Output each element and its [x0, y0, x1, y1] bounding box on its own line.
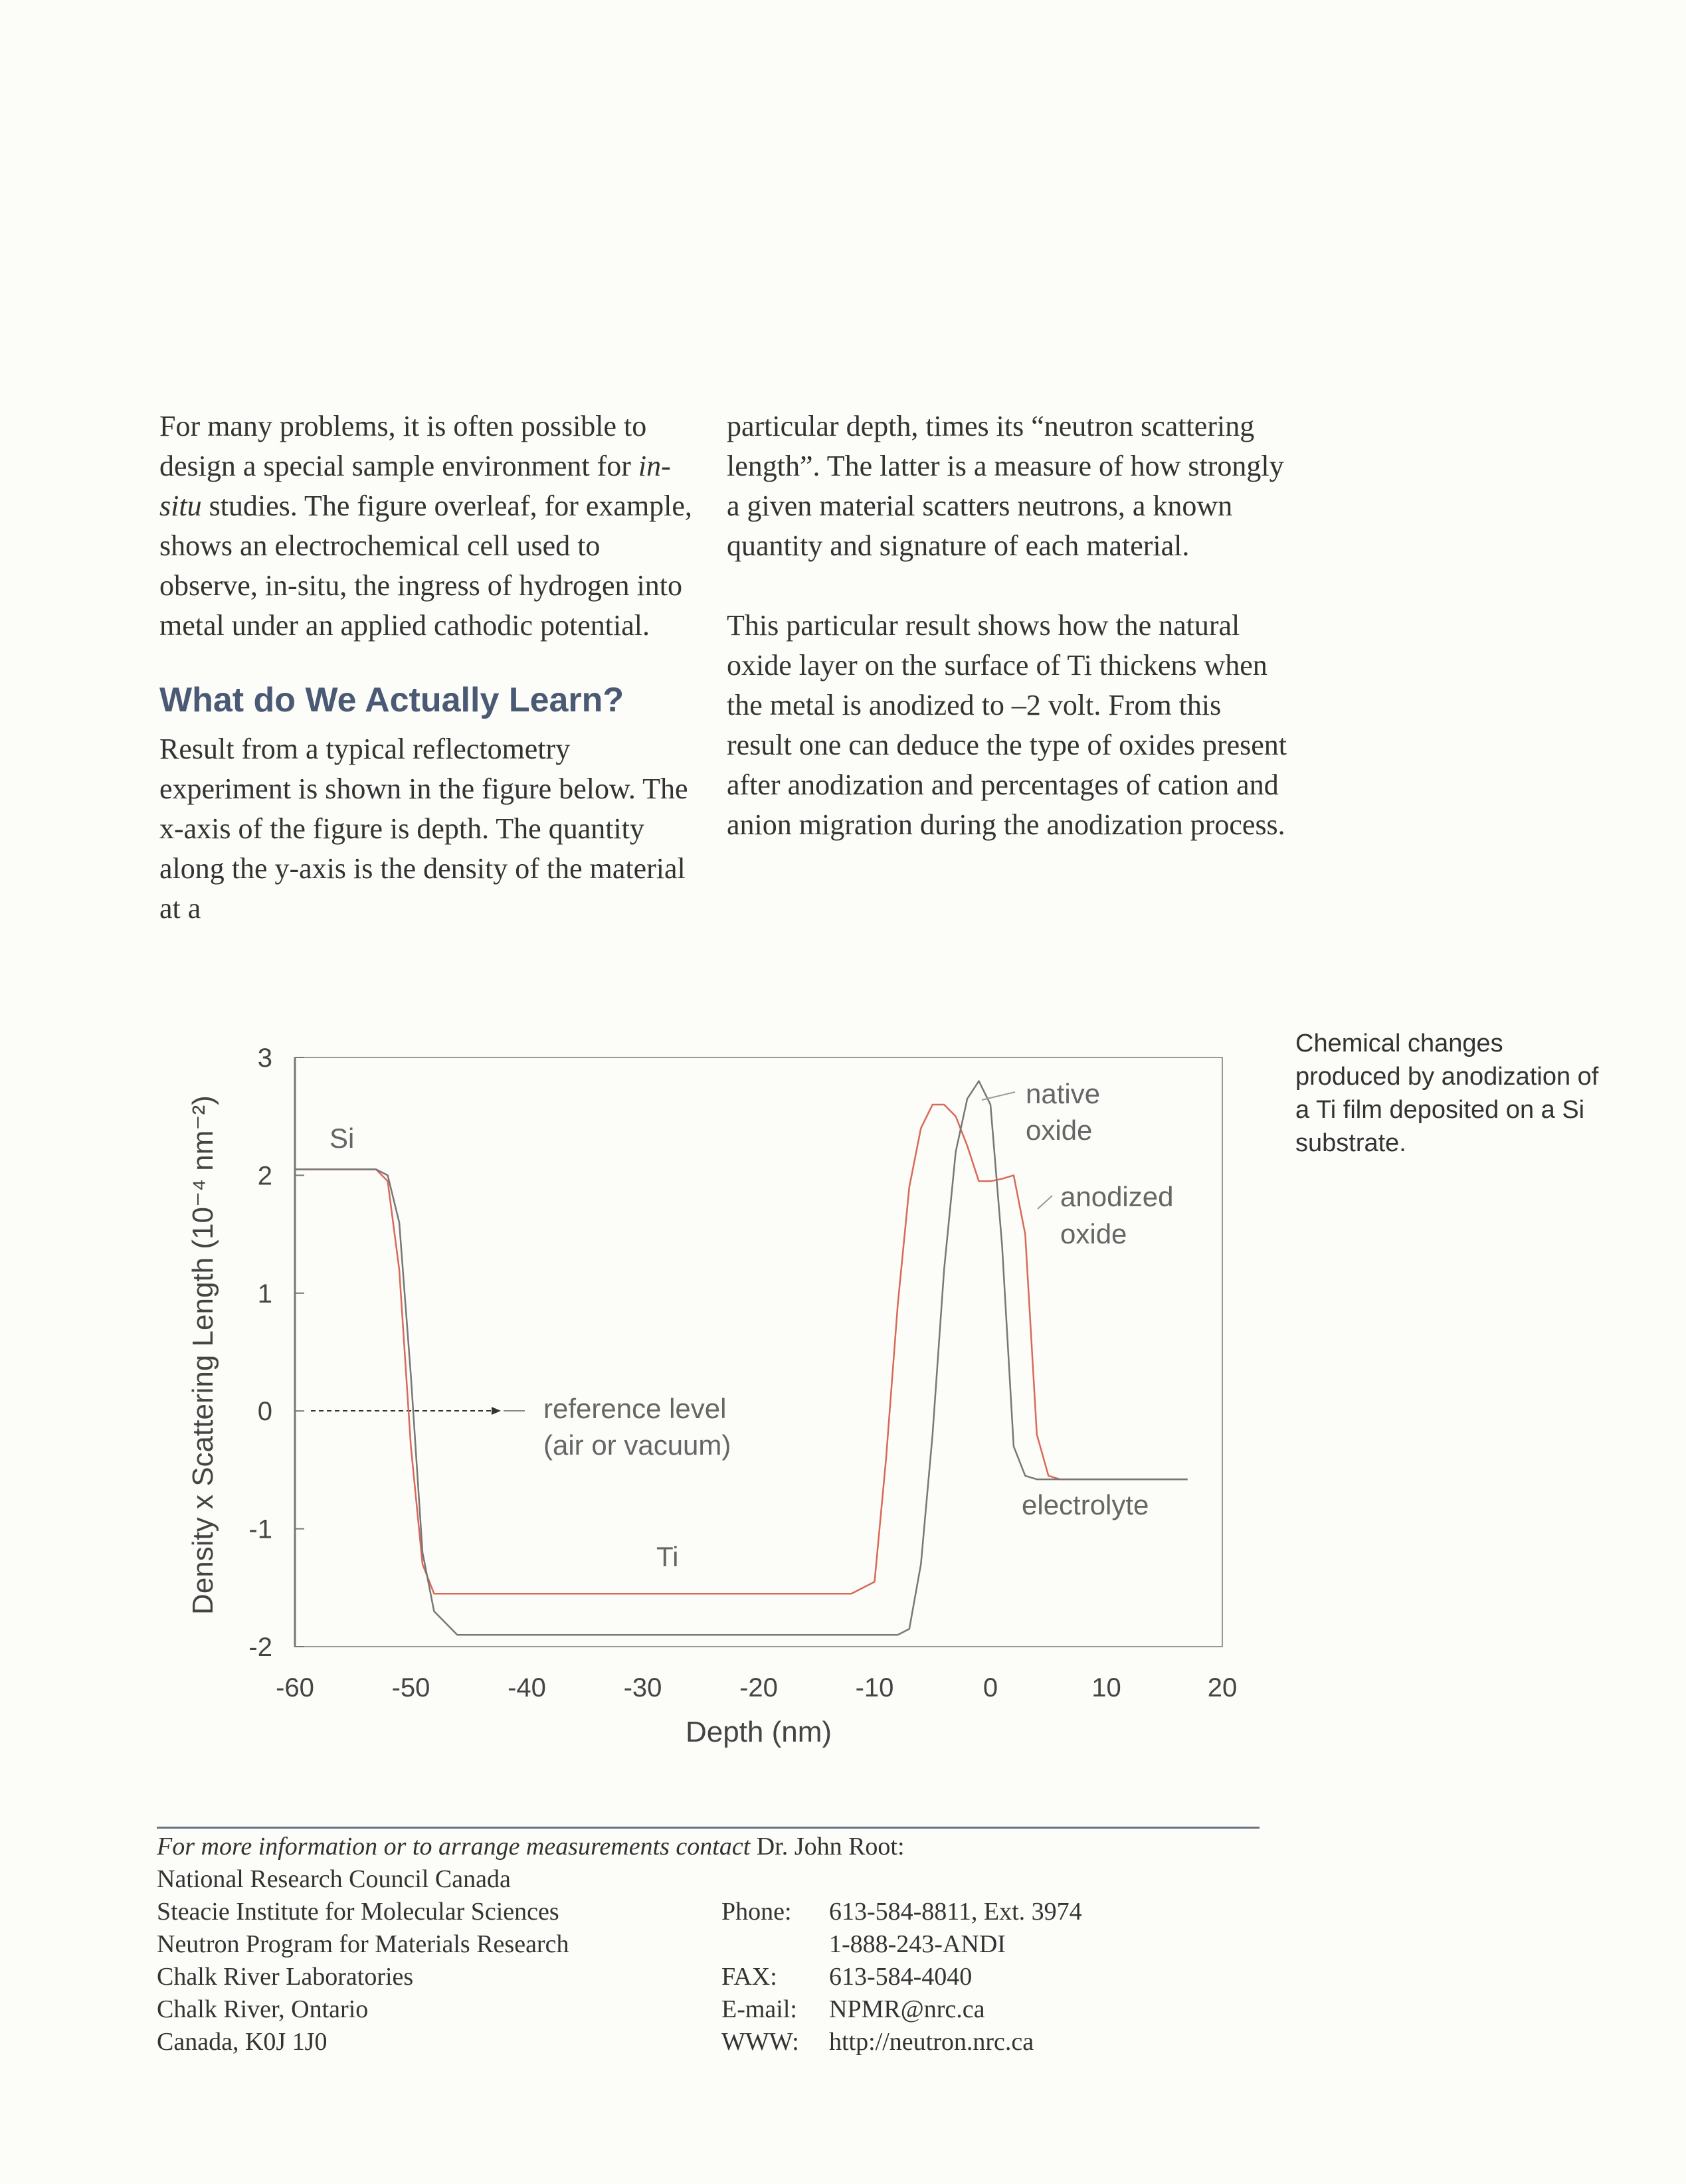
electrolyte-label: electrolyte: [1022, 1489, 1149, 1520]
x-tick-label: -30: [623, 1673, 662, 1702]
ti-label: Ti: [656, 1541, 679, 1572]
section-heading: What do We Actually Learn?: [159, 681, 624, 719]
native-oxide-label-2: oxide: [1026, 1115, 1093, 1146]
address-line: Chalk River Laboratories: [157, 1963, 414, 1991]
anodized-oxide-label: anodized: [1060, 1181, 1174, 1212]
x-tick-label: 10: [1091, 1673, 1121, 1702]
x-tick-label: -10: [855, 1673, 894, 1702]
x-axis-label: Depth (nm): [685, 1716, 832, 1748]
native-oxide-leader: [982, 1092, 1015, 1100]
left-column: [159, 407, 704, 929]
x-tick-label: -20: [739, 1673, 778, 1702]
contact-line: For more information or to arrange measurements contact Dr. John Root:: [157, 1833, 905, 1861]
address-line: National Research Council Canada: [157, 1865, 511, 1893]
x-tick-label: 20: [1207, 1673, 1238, 1702]
scattering-paragraph: particular depth, times its “neutron scattering length”. The latter is a measure of how strongly a given material scatters neutrons, a known quantity and signature of each material.: [727, 410, 1284, 562]
y-tick-label: -2: [248, 1633, 272, 1662]
address-line: Canada, K0J 1J0: [157, 2028, 328, 2056]
y-tick-label: 0: [257, 1397, 272, 1427]
y-tick-label: 3: [257, 1044, 272, 1073]
y-tick-label: 1: [257, 1279, 272, 1309]
y-tick-label: -1: [248, 1514, 272, 1544]
www-row[interactable]: WWW: http://neutron.nrc.ca: [721, 2026, 1082, 2058]
reference-arrow-head: [492, 1407, 501, 1415]
figure-caption: Chemical changes produced by anodization of a Ti film deposited on a Si substrate.: [1295, 1030, 1599, 1157]
address-line: Neutron Program for Materials Research: [157, 1930, 569, 1958]
footer-divider: [157, 1827, 1260, 1829]
y-tick-label: 2: [257, 1161, 272, 1191]
footer-contact-block: [721, 1896, 1082, 2058]
y-ticks: [248, 1044, 304, 1662]
website-link[interactable]: http://neutron.nrc.ca: [829, 2028, 1034, 2056]
phone-row: Phone: 613-584-8811, Ext. 3974: [721, 1898, 1082, 1926]
anodized-oxide-leader: [1038, 1196, 1052, 1209]
toll-free-row: 1-888-243-ANDI: [829, 1930, 1006, 1958]
oxide-paragraph: This particular result shows how the natural oxide layer on the surface of Ti thickens when the metal is anodized to –2 volt. From this result one can deduce the type of oxides present after anodization and percentages of cation and anion migration during the anodization process.: [727, 609, 1287, 841]
x-tick-label: 0: [983, 1673, 998, 1702]
right-column: [727, 407, 1291, 845]
y-axis-label: Density x Scattering Length (10⁻⁴ nm⁻²): [187, 1095, 219, 1615]
series-line-2: [295, 1081, 1188, 1635]
fax-row: FAX: 613-584-4040: [721, 1963, 973, 1991]
x-tick-label: -40: [508, 1673, 546, 1702]
si-label: Si: [329, 1123, 355, 1154]
reference-level-label-2: (air or vacuum): [543, 1429, 731, 1461]
result-paragraph: Result from a typical reflectometry experiment is shown in the figure below. The x-axis of the figure is depth. The quantity along the y-axis is the density of the material at a: [159, 733, 688, 925]
address-line: Chalk River, Ontario: [157, 1995, 369, 2023]
anodized-oxide-label-2: oxide: [1060, 1218, 1127, 1249]
email-row[interactable]: E-mail: NPMR@nrc.ca: [721, 1993, 1082, 2026]
intro-paragraph: For many problems, it is often possible to design a special sample environment for in-situ studies. The figure overleaf, for example, shows an electrochemical cell used to observe, in-situ, the ingress of hydrogen into metal under an applied cathodic potential.: [159, 410, 692, 642]
reference-level-label: reference level: [543, 1393, 727, 1424]
native-oxide-label: native: [1026, 1078, 1101, 1109]
x-tick-label: -50: [391, 1673, 430, 1702]
x-tick-label: -60: [276, 1673, 314, 1702]
series-line-1: [295, 1105, 1188, 1593]
email-link[interactable]: NPMR@nrc.ca: [829, 1995, 985, 2023]
plot-frame: [295, 1057, 1222, 1647]
address-line: Steacie Institute for Molecular Sciences: [157, 1898, 559, 1926]
x-ticks: [276, 1673, 1237, 1702]
